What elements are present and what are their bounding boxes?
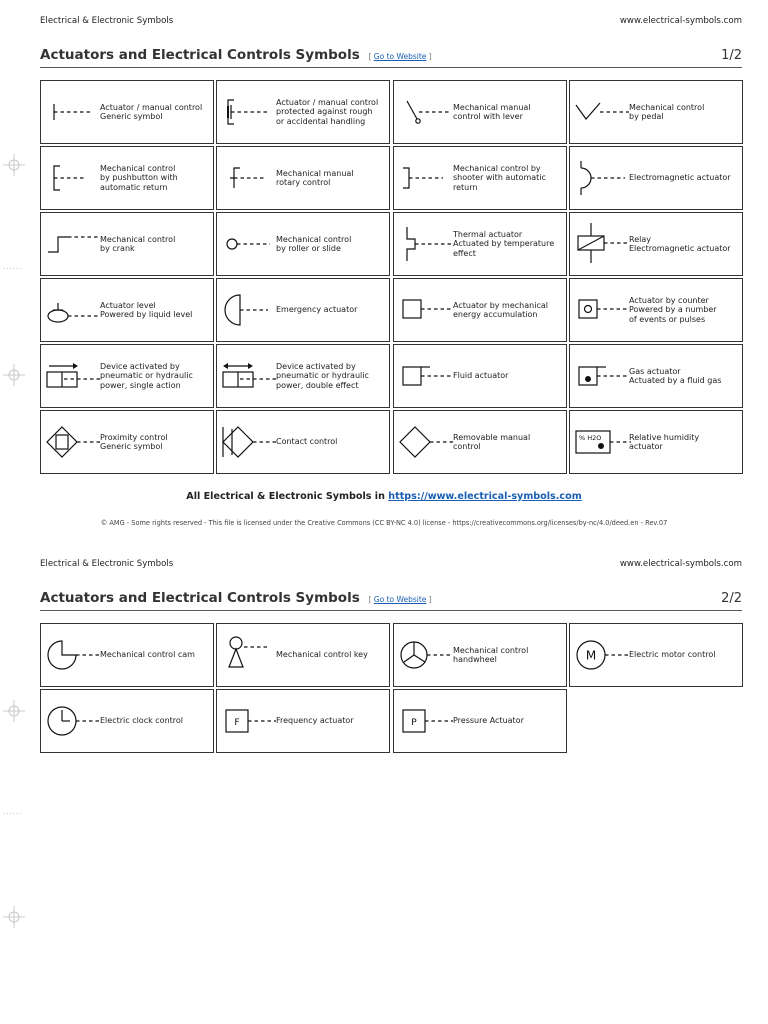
- symbol-label: Frequency actuator: [276, 716, 354, 726]
- pneumatic-double-icon: [220, 351, 276, 401]
- symbol-cell: [216, 146, 390, 210]
- page-title: Actuators and Electrical Controls Symbols [ Go to Website ]: [40, 47, 432, 63]
- symbol-label: Electric motor control: [629, 650, 716, 660]
- electromagnetic-icon: [573, 153, 629, 203]
- motor-icon: [573, 630, 629, 680]
- symbol-cell: [569, 410, 743, 474]
- lever-icon: [397, 87, 453, 137]
- roller-icon: [220, 219, 276, 269]
- symbol-label: Removable manual control: [453, 432, 531, 451]
- symbol-cell: [393, 80, 567, 144]
- counter-icon: [573, 285, 629, 335]
- registration-mark-icon: [3, 364, 25, 386]
- symbol-cell: [40, 278, 214, 342]
- pedal-icon: [573, 87, 629, 137]
- symbol-cell: [40, 689, 214, 753]
- symbol-cell: [40, 212, 214, 276]
- symbol-label: Mechanical control by crank: [100, 234, 176, 253]
- protected-actuator-icon: [220, 87, 276, 137]
- page2-header: [40, 559, 742, 569]
- symbol-label: Mechanical control by shooter with automatic return: [453, 163, 546, 192]
- motor-glyph: M: [585, 648, 597, 663]
- symbol-cell: [569, 278, 743, 342]
- humidity-icon: [573, 417, 629, 467]
- symbol-label: Mechanical control key: [276, 650, 368, 660]
- symbol-cell: [216, 689, 390, 753]
- pneumatic-single-icon: [44, 351, 100, 401]
- symbol-label: Proximity control Generic symbol: [100, 432, 168, 451]
- key-icon: [220, 630, 276, 680]
- symbol-label: Mechanical control handwheel: [453, 645, 529, 664]
- symbol-label: Electromagnetic actuator: [629, 173, 731, 183]
- margin-dots: ......: [3, 808, 23, 816]
- symbol-cell: [569, 623, 743, 687]
- symbol-label: Gas actuator Actuated by a fluid gas: [629, 366, 722, 385]
- removable-icon: [397, 417, 453, 467]
- emergency-icon: [220, 285, 276, 335]
- rotary-icon: [220, 153, 276, 203]
- symbol-cell: [216, 278, 390, 342]
- symbol-cell: [216, 212, 390, 276]
- page-title: Actuators and Electrical Controls Symbols [ Go to Website ]: [40, 590, 432, 606]
- registration-mark-icon: [3, 906, 25, 928]
- symbol-label: Mechanical control by pedal: [629, 102, 705, 121]
- license-text: © AMG - Some rights reserved - This file is licensed under the Creative Commons (CC BY-NC 4.0) license - https://creativecommons.org/licenses/by-nc/4.0/deed.en - Rev.07: [100, 519, 668, 527]
- symbol-label: Mechanical control by roller or slide: [276, 234, 352, 253]
- shooter-icon: [397, 153, 453, 203]
- page1-title-row: [40, 47, 742, 68]
- energy-accumulation-icon: [397, 285, 453, 335]
- symbol-label: Relative humidity actuator: [629, 432, 700, 451]
- symbol-label: Actuator by counter Powered by a number of events or pulses: [629, 295, 717, 324]
- symbol-cell: [40, 146, 214, 210]
- symbol-cell: [393, 623, 567, 687]
- symbol-label: Relay Electromagnetic actuator: [629, 234, 731, 253]
- margin-dots: ......: [3, 263, 23, 271]
- page-number: 2/2: [721, 591, 742, 606]
- header-url: www.electrical-symbols.com: [619, 16, 742, 26]
- symbol-cell: [216, 80, 390, 144]
- symbol-cell: [40, 410, 214, 474]
- symbol-cell: [393, 344, 567, 408]
- crank-icon: [44, 219, 100, 269]
- header-url: www.electrical-symbols.com: [619, 559, 742, 569]
- symbol-cell: [569, 344, 743, 408]
- go-to-website-link[interactable]: Go to Website: [373, 52, 427, 61]
- frequency-glyph: F: [234, 718, 240, 728]
- symbol-label: Thermal actuator Actuated by temperature effect: [453, 229, 555, 258]
- registration-mark-icon: [3, 700, 25, 722]
- symbol-cell: [393, 689, 567, 753]
- symbol-label: Pressure Actuator: [453, 716, 524, 726]
- fluid-icon: [397, 351, 453, 401]
- symbol-label: Actuator level Powered by liquid level: [100, 300, 193, 319]
- symbol-cell: [40, 80, 214, 144]
- symbol-cell: [216, 344, 390, 408]
- go-to-website-link[interactable]: Go to Website: [373, 595, 427, 604]
- frequency-icon: [220, 696, 276, 746]
- symbol-cell: [393, 212, 567, 276]
- cam-icon: [44, 630, 100, 680]
- symbol-label: Mechanical control cam: [100, 650, 195, 660]
- pushbutton-icon: [44, 153, 100, 203]
- symbol-cell: [393, 410, 567, 474]
- header-site-name: Electrical & Electronic Symbols: [40, 559, 174, 569]
- proximity-icon: [44, 417, 100, 467]
- symbol-cell: [40, 344, 214, 408]
- page-number: 1/2: [721, 48, 742, 63]
- symbol-label: Mechanical manual rotary control: [276, 168, 354, 187]
- symbol-label: Actuator by mechanical energy accumulation: [453, 300, 548, 319]
- symbol-label: Actuator / manual control protected against rough or accidental handling: [276, 97, 379, 126]
- liquid-level-icon: [44, 285, 100, 335]
- symbol-label: Device activated by pneumatic or hydraulic power, double effect: [276, 361, 369, 390]
- symbol-label: Actuator / manual control Generic symbol: [100, 102, 203, 121]
- symbol-cell: [40, 623, 214, 687]
- symbol-cell: [393, 146, 567, 210]
- contact-icon: [220, 417, 276, 467]
- all-symbols-line: All Electrical & Electronic Symbols in https://www.electrical-symbols.com: [186, 491, 582, 502]
- relay-icon: [573, 219, 629, 269]
- symbol-label: Electric clock control: [100, 716, 184, 726]
- thermal-icon: [397, 219, 453, 269]
- symbol-label: Device activated by pneumatic or hydraulic power, single action: [100, 361, 193, 390]
- symbol-cell: [393, 278, 567, 342]
- symbol-cell: [569, 80, 743, 144]
- symbol-label: Contact control: [276, 437, 338, 447]
- all-symbols-link[interactable]: https://www.electrical-symbols.com: [388, 491, 582, 502]
- page2-title-row: [40, 590, 742, 611]
- humidity-label: % H2O: [579, 434, 602, 442]
- header-site-name: Electrical & Electronic Symbols: [40, 16, 174, 26]
- page1-header: [40, 16, 742, 26]
- generic-actuator-icon: [44, 87, 100, 137]
- pressure-glyph: P: [411, 718, 417, 728]
- symbol-cell: [569, 212, 743, 276]
- symbol-label: Fluid actuator: [453, 371, 509, 381]
- symbol-cell: [216, 410, 390, 474]
- registration-mark-icon: [3, 154, 25, 176]
- symbol-cell: [216, 623, 390, 687]
- clock-icon: [44, 696, 100, 746]
- pressure-icon: [397, 696, 453, 746]
- symbol-cell: [569, 146, 743, 210]
- gas-icon: [573, 351, 629, 401]
- symbol-label: Mechanical manual control with lever: [453, 102, 531, 121]
- symbol-label: Mechanical control by pushbutton with automatic return: [100, 163, 178, 192]
- handwheel-icon: [397, 630, 453, 680]
- symbol-label: Emergency actuator: [276, 305, 358, 315]
